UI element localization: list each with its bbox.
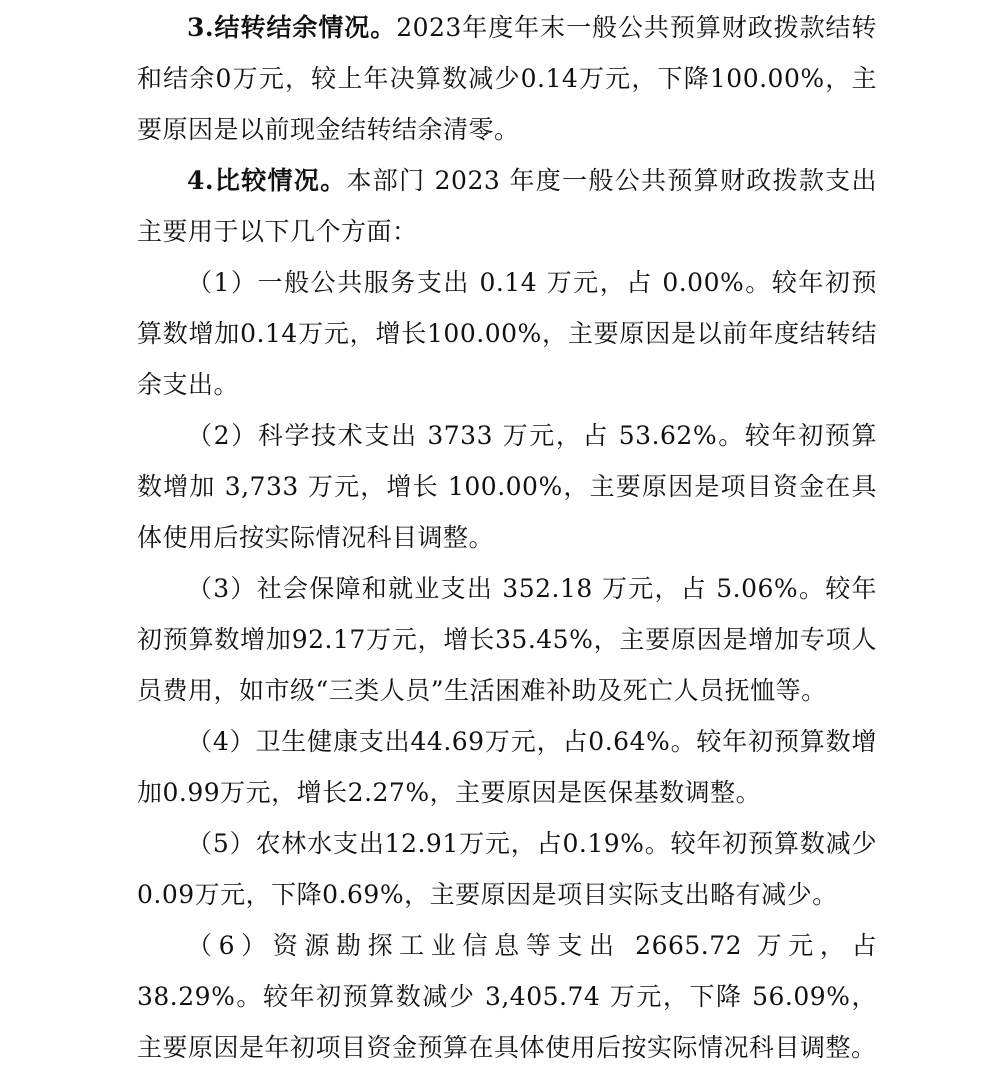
document-page — [137, 2, 877, 1073]
section-3-text: 2023年度年末一般公共预算财政拨款结转和结余0万元，较上年决算数减少0.14万元，下降100.00%，主要原因是以前现金结转结余清零。 — [137, 13, 878, 144]
expense-item-5: （5）农林水支出12.91万元，占0.19%。较年初预算数减少0.09万元，下降0.69%，主要原因是项目实际支出略有减少。 — [137, 829, 877, 909]
expense-item-1: （1）一般公共服务支出 0.14 万元，占 0.00%。较年初预算数增加0.14万元，增长100.00%，主要原因是以前年度结转结余支出。 — [137, 268, 877, 399]
expense-item-6: （6）资源勘探工业信息等支出 2665.72 万元，占 38.29%。较年初预算数减少 3,405.74 万元，下降 56.09%，主要原因是年初项目资金预算在具体使用后按实际情况科目调整。 — [137, 931, 877, 1062]
expense-item-2: （2）科学技术支出 3733 万元，占 53.62%。较年初预算数增加 3,733 万元，增长 100.00%，主要原因是项目资金在具体使用后按实际情况科目调整。 — [137, 421, 877, 552]
expense-item-4: （4）卫生健康支出44.69万元，占0.64%。较年初预算数增加0.99万元，增长2.27%，主要原因是医保基数调整。 — [137, 727, 877, 807]
section-3-heading: 3.结转结余情况。 — [187, 13, 397, 42]
section-3-paragraph — [137, 2, 877, 155]
section-4-heading: 4.比较情况。 — [187, 166, 347, 195]
expense-item-3: （3）社会保障和就业支出 352.18 万元，占 5.06%。较年初预算数增加92.17万元，增长35.45%，主要原因是增加专项人员费用，如市级“三类人员”生活困难补助及死亡人员抚恤等。 — [137, 574, 877, 705]
section-4-intro-paragraph — [137, 155, 877, 257]
section-4-intro: 本部门 2023 年度一般公共预算财政拨款支出主要用于以下几个方面： — [137, 166, 877, 246]
